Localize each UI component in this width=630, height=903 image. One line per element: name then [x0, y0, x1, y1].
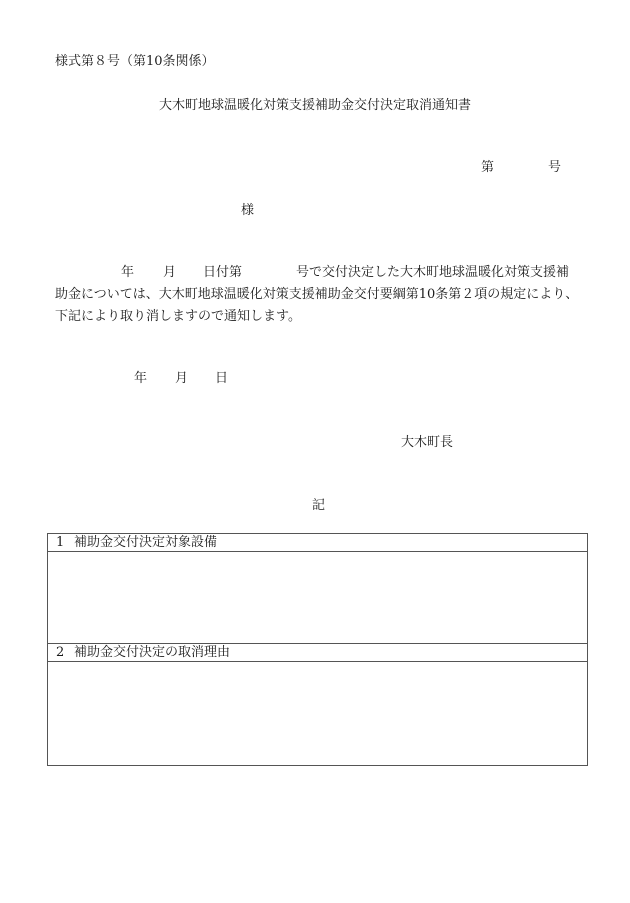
row-2-label: 補助金交付決定の取消理由 — [74, 645, 231, 660]
addressee-honorific: 様 — [241, 203, 255, 218]
body-year-label: 年 — [121, 265, 135, 280]
record-table — [47, 533, 588, 766]
reference-number-prefix: 第 — [481, 160, 495, 175]
row-2-number: 2 — [56, 645, 65, 660]
body-line-3: 下記により取り消しますので通知します。 — [55, 309, 301, 324]
table-row-1-header — [48, 534, 587, 552]
body-line-2: 助金については、大木町地球温暖化対策支援補助金交付要綱第10条第２項の規定により、 — [55, 287, 579, 302]
table-row-2-value — [48, 662, 587, 765]
table-row-1-value — [48, 552, 587, 644]
row-1-number: 1 — [56, 535, 65, 550]
document-title: 大木町地球温暖化対策支援補助金交付決定取消通知書 — [158, 98, 471, 113]
issue-date-day: 日 — [215, 371, 229, 386]
notice-body — [55, 262, 585, 328]
issue-date-month: 月 — [175, 371, 189, 386]
body-line-1 — [55, 262, 585, 284]
body-line-1-text: 号で交付決定した大木町地球温暖化対策支援補 — [296, 265, 570, 280]
issue-date-year: 年 — [134, 371, 148, 386]
sender-name: 大木町長 — [401, 435, 454, 450]
table-row-2-header — [48, 644, 587, 662]
ki-heading: 記 — [312, 498, 326, 513]
form-number: 様式第８号（第10条関係） — [55, 54, 215, 69]
body-date-ref-label: 日付第 — [203, 265, 243, 280]
reference-number-suffix: 号 — [548, 160, 562, 175]
row-1-label: 補助金交付決定対象設備 — [74, 535, 218, 550]
body-month-label: 月 — [163, 265, 177, 280]
